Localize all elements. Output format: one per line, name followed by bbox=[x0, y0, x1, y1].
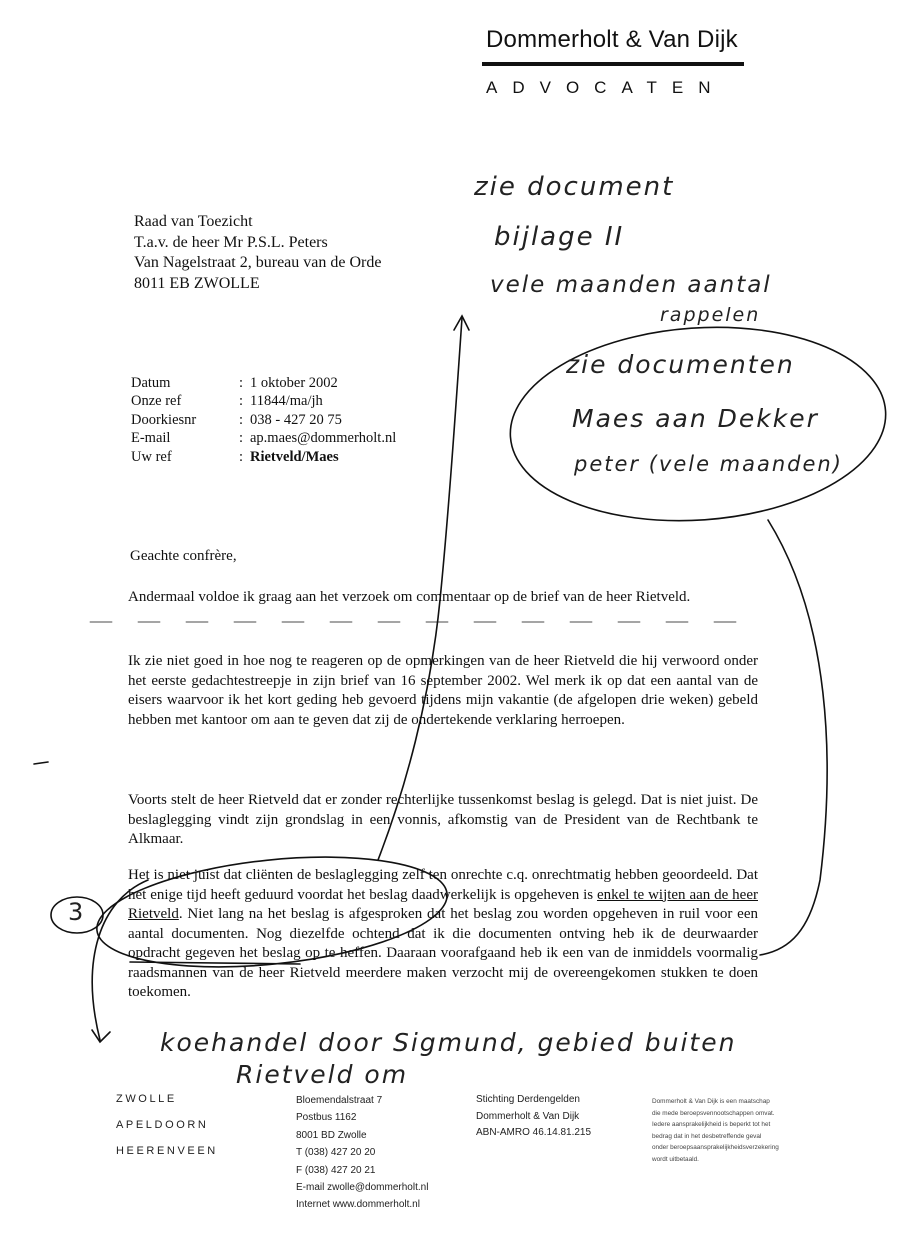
meta-value: ap.maes@dommerholt.nl bbox=[250, 430, 397, 447]
paragraph-4-part-a: Het is niet juist dat cliënten de beslaglegging zelf ten onrechte c.q. onrechtmatig hebben geoordeeld. Dat het enige tijd heeft geduurd voordat het beslag daadwerkelijk is opgeheven is bbox=[128, 867, 758, 903]
disclaimer-line: Dommerholt & Van Dijk is een maatschap bbox=[652, 1098, 770, 1105]
meta-value: Rietveld/Maes bbox=[250, 448, 339, 465]
footer-stichting bbox=[476, 1092, 591, 1142]
firm-name: Dommerholt & Van Dijk bbox=[486, 26, 738, 53]
meta-label: Doorkiesnr bbox=[131, 411, 197, 428]
recipient-line-4: 8011 EB ZWOLLE bbox=[134, 274, 260, 292]
office-postbus: Postbus 1162 bbox=[296, 1112, 357, 1124]
handwritten-note-2-line-2: Maes aan Dekker bbox=[572, 404, 819, 433]
recipient-line-2: T.a.v. de heer Mr P.S.L. Peters bbox=[134, 233, 328, 251]
recipient-line-3: Van Nagelstraat 2, bureau van de Orde bbox=[134, 254, 382, 271]
strike-line bbox=[130, 962, 300, 964]
paragraph-1: Andermaal voldoe ik graag aan het verzoek om commentaar op de brief van de heer Rietveld. bbox=[128, 589, 691, 605]
meta-label: E-mail bbox=[131, 430, 171, 447]
footer-disclaimer bbox=[652, 1096, 812, 1166]
office-street: Bloemendalstraat 7 bbox=[296, 1095, 383, 1106]
disclaimer-line: wordt uitbetaald. bbox=[652, 1155, 699, 1163]
office-internet: Internet www.dommerholt.nl bbox=[296, 1199, 420, 1211]
meta-value: 1 oktober 2002 bbox=[250, 375, 338, 391]
meta-separator: : bbox=[239, 448, 244, 465]
paragraph-4-part-b: . Niet lang na het beslag is afgesproken dat het beslag zou worden opgeheven in ruil voor een aantal documenten. Nog diezelfde ochtend dat ik die documenten ontving heb ik de deurwaarder opdracht gegeven het beslag op te heffen. Daaraan voorafgaand heb ik een van de inmiddels voormalig raadsmannen van de heer Rietveld meerdere maken verzocht mij de overeengekomen stukken te doen toekomen. bbox=[128, 906, 758, 1000]
stichting-line-3: ABN-AMRO 46.14.81.215 bbox=[476, 1127, 592, 1139]
paragraph-4-underlined: enkel te wijten aan de heer Rietveld bbox=[128, 886, 758, 922]
footer-office bbox=[296, 1092, 428, 1214]
office-email: E-mail zwolle@dommerholt.nl bbox=[296, 1182, 429, 1194]
meta-separator: : bbox=[239, 375, 244, 391]
meta-label: Datum bbox=[131, 375, 171, 391]
paragraph-3: Voorts stelt de heer Rietveld dat er zonder rechterlijke tussenkomst beslag is gelegd. Dat is niet juist. De beslaglegging vindt zijn grondslag in een vonnis, afkomstig van de President van de Rechtbank te Alkmaar. bbox=[128, 792, 758, 847]
stichting-line-1: Stichting Derdengelden bbox=[476, 1094, 580, 1105]
curved-arrow-head bbox=[92, 1030, 110, 1042]
office-tel: T (038) 427 20 20 bbox=[296, 1147, 376, 1159]
connector-line bbox=[760, 520, 827, 955]
footer-city: APELDOORN bbox=[116, 1119, 209, 1131]
meta-value: 11844/ma/jh bbox=[250, 393, 323, 410]
handwritten-note-1-line-2: bijlage II bbox=[494, 222, 625, 252]
disclaimer-line: die mede beroepsvennootschappen omvat. bbox=[652, 1109, 775, 1117]
disclaimer-line: bedrag dat in het desbetreffende geval bbox=[652, 1132, 762, 1140]
meta-separator: : bbox=[239, 411, 244, 428]
meta-label: Uw ref bbox=[131, 448, 172, 465]
handwritten-note-2-line-1: zie documenten bbox=[566, 350, 795, 379]
paragraph-circle bbox=[92, 842, 453, 982]
circled-number: 3 bbox=[68, 898, 86, 926]
footer-cities bbox=[116, 1086, 218, 1164]
handwritten-note-2-line-3: peter (vele maanden) bbox=[574, 452, 843, 476]
footer-city: ZWOLLE bbox=[116, 1093, 177, 1105]
paragraph-2: Ik zie niet goed in hoe nog te reageren op de opmerkingen van de heer Rietveld die hij verwoord onder het eerste gedachtestreepje in zijn brief van 16 september 2002. Wel merk ik op dat een aantal van de eisers waarvoor ik het kort geding heb gevoerd tijdens mijn vakantie (de afgelopen drie weken) gebeld hebben met kantoor om aan te geven dat zij de ondertekende verklaring herroepen. bbox=[128, 653, 758, 728]
handwritten-note-1-line-3: vele maanden aantal bbox=[490, 272, 772, 298]
office-city: 8001 BD Zwolle bbox=[296, 1129, 367, 1141]
meta-separator: : bbox=[239, 430, 244, 447]
margin-dash bbox=[34, 762, 48, 764]
footer-city: HEERENVEEN bbox=[116, 1145, 218, 1157]
firm-subtitle: ADVOCATEN bbox=[486, 78, 726, 97]
disclaimer-line: Iedere aansprakelijkheid is beperkt tot het bbox=[652, 1121, 771, 1129]
office-fax: F (038) 427 20 21 bbox=[296, 1164, 376, 1176]
handwritten-note-1-line-1: zie document bbox=[474, 172, 675, 202]
handwritten-note-3-line-1: koehandel door Sigmund, gebied buiten bbox=[160, 1028, 737, 1057]
handwritten-note-3-line-2: Rietveld om bbox=[236, 1060, 409, 1089]
meta-value: 038 - 427 20 75 bbox=[250, 411, 342, 428]
stichting-line-2: Dommerholt & Van Dijk bbox=[476, 1110, 580, 1122]
handwritten-note-1-line-4: rappelen bbox=[660, 304, 761, 326]
curved-arrow bbox=[92, 880, 148, 1040]
meta-label: Onze ref bbox=[131, 393, 182, 410]
meta-separator: : bbox=[239, 393, 244, 410]
recipient-line-1: Raad van Toezicht bbox=[134, 213, 253, 230]
salutation: Geachte confrère, bbox=[130, 548, 237, 564]
disclaimer-line: onder beroepsaansprakelijkheidsverzekering bbox=[652, 1144, 779, 1152]
arrow-line bbox=[378, 318, 462, 860]
